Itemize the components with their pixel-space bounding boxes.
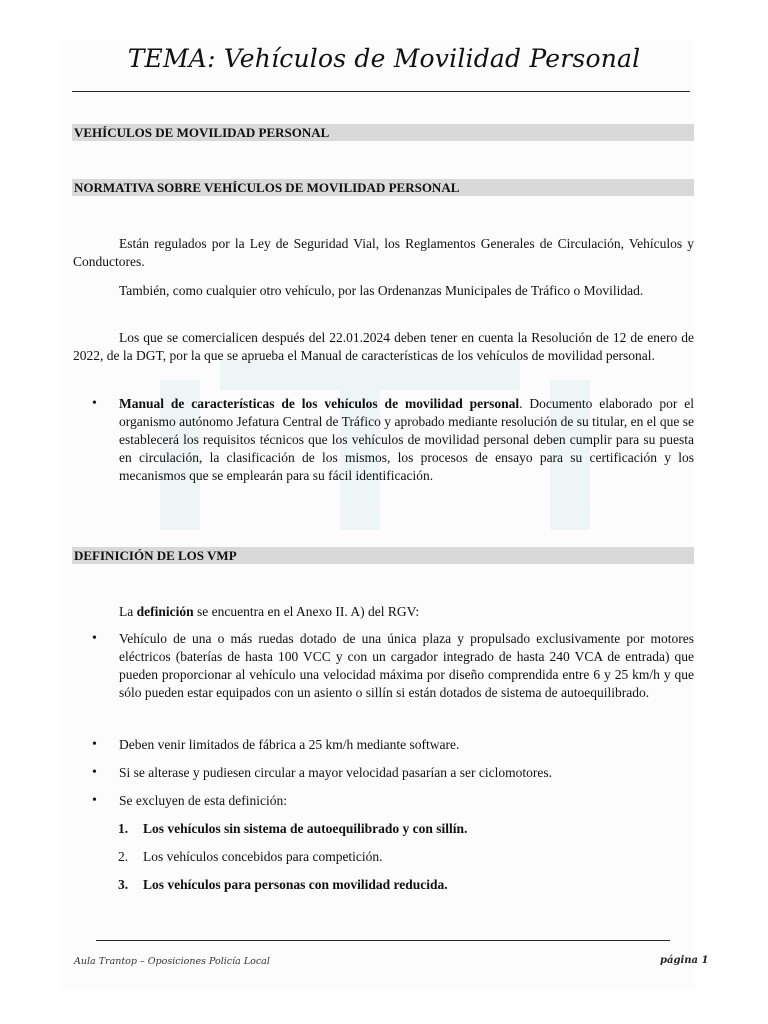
bullet-marker: • — [92, 765, 97, 780]
numbered-item-2: Los vehículos concebidos para competición. — [143, 849, 383, 864]
section-heading-definicion: DEFINICIÓN DE LOS VMP — [72, 547, 694, 564]
numbered-item-1: Los vehículos sin sistema de autoequilibrado y con sillín. — [143, 821, 468, 836]
bullet-marker: • — [92, 737, 97, 752]
numbered-marker-2: 2. — [118, 849, 129, 864]
numbered-marker-3: 3. — [118, 877, 129, 892]
bullet-marker: • — [92, 793, 97, 808]
footer-source: Aula Trantop – Oposiciones Policía Local — [74, 956, 270, 967]
footer-page-number: página 1 — [660, 955, 709, 966]
section-heading-normativa: NORMATIVA SOBRE VEHÍCULOS DE MOVILIDAD PERSONAL — [72, 179, 694, 196]
intro-bold: definición — [136, 604, 194, 619]
page-title: TEMA: Vehículos de Movilidad Personal — [127, 44, 641, 73]
paragraph-ordenanzas: También, como cualquier otro vehículo, por las Ordenanzas Municipales de Tráfico o Movilidad. — [119, 283, 644, 298]
bullet-marker: • — [92, 396, 97, 411]
paragraph-resolucion: Los que se comercialicen después del 22.01.2024 deben tener en cuenta la Resolución de 12 de enero de 2022, de la DGT, por la que se aprueba el Manual de características de los vehículos de movilidad personal. — [73, 330, 694, 363]
bullet-manual-title: Manual de características de los vehículos de movilidad personal — [119, 396, 520, 411]
bullet-excluyen: Se excluyen de esta definición: — [119, 793, 287, 808]
bullet-definicion-vehiculo: Vehículo de una o más ruedas dotado de una única plaza y propulsado exclusivamente por motores eléctricos (baterías de hasta 100 VCC y con un cargador integrado de hasta 240 VCA de entrada) que pueden proporcionar al vehículo una velocidad máxima por diseño comprendida entre 6 y 25 km/h y que sólo pueden estar equipados con un asiento o sillín si están dotados de sistema de autoequilibrado. — [119, 631, 694, 700]
title-divider — [72, 91, 690, 92]
bullet-marker: • — [92, 631, 97, 646]
numbered-marker-1: 1. — [118, 821, 129, 836]
footer-divider — [96, 940, 670, 941]
intro-pre: La — [119, 604, 137, 619]
section-heading-vmp: VEHÍCULOS DE MOVILIDAD PERSONAL — [72, 124, 694, 141]
paragraph-definicion-intro — [73, 603, 694, 621]
bullet-limitados: Deben venir limitados de fábrica a 25 km/h mediante software. — [119, 737, 460, 752]
bullet-ciclomotores: Si se alterase y pudiesen circular a mayor velocidad pasarían a ser ciclomotores. — [119, 765, 552, 780]
paragraph-regulacion: Están regulados por la Ley de Seguridad Vial, los Reglamentos Generales de Circulación, Vehículos y Conductores. — [73, 236, 694, 269]
bullet-manual — [119, 395, 694, 485]
bullet-manual-body: . Documento elaborado por el organismo autónomo Jefatura Central de Tráfico y aprobado mediante resolución de su titular, en el que se establecerá los requisitos técnicos que los vehículos de movilidad personal deben cumplir para su puesta en circulación, la clasificación de los mismos, los procesos de ensayo para su certificación y los mecanismos que se emplearán para su fácil identificación. — [119, 396, 694, 483]
intro-post: se encuentra en el Anexo II. A) del RGV: — [193, 604, 420, 619]
numbered-item-3: Los vehículos para personas con movilidad reducida. — [143, 877, 448, 892]
